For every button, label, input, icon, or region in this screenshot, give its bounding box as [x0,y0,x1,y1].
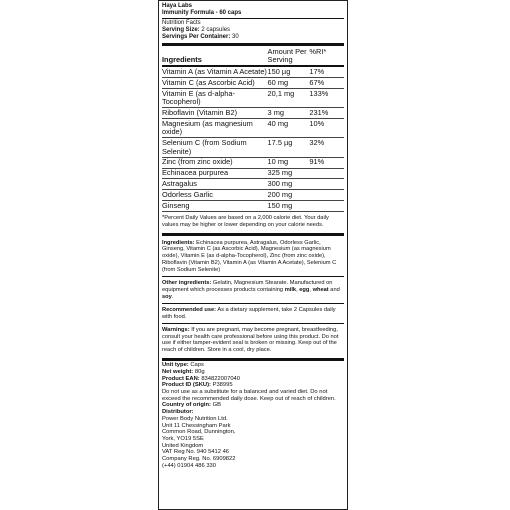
ingredients-label: Ingredients: [162,239,195,246]
distributor-line: United Kingdom [162,442,204,449]
footnote-rule [162,233,344,236]
unit-type-label: Unit type: [162,362,189,369]
allergen-egg: egg [299,287,310,293]
nutrient-row [162,179,344,190]
nutrient-ri: 10% [309,119,344,138]
allergen-and: and [330,287,340,293]
nutrient-amount: 325 mg [268,168,310,179]
distributor-line: Unit 11 Chessingham Park [162,422,231,429]
warnings-text: If you are pregnant, may become pregnant, breastfeeding, consult your health care professional before using this product. Do not use if either tamper-evident seal is broken or missing. Keep out of the reach of children. Store in a cool, dry place. [162,326,339,354]
product-ean [162,376,344,383]
nutrient-amount: 150 mg [268,200,310,211]
distributor-line: Power Body Nutrition Ltd. [162,415,228,422]
nutrient-name: Magnesium (as magnesium oxide) [162,119,268,138]
unit-type [162,362,344,369]
allergen-sep-1: , [296,287,298,293]
ingredients-section [162,237,344,277]
recommended-use-label: Recommended use: [162,306,217,313]
product-details [162,362,344,469]
allergen-soy: soy [162,293,172,300]
nutrition-table [162,47,344,212]
recommended-use-text: As a dietary supplement, take 2 Capsules daily with food. [162,306,336,320]
nutrient-name: Astragalus [162,179,268,190]
distributor-address [162,416,344,470]
other-ingredients-label: Other ingredients: [162,280,212,287]
supplement-facts-label [158,0,348,510]
nutrient-name: Zinc (from zinc oxide) [162,157,268,168]
nutrition-title: Nutrition Facts [162,20,201,26]
header-divider [162,18,344,19]
table-body [162,66,344,211]
label-header [162,3,344,41]
servings-value: 30 [232,34,239,40]
country-of-origin [162,402,344,409]
nutrient-amount: 150 µg [268,66,310,77]
distributor-line: (+44) 01904 486 330 [162,462,216,469]
nutrient-amount: 200 mg [268,190,310,201]
nutrient-ri: 67% [309,78,344,89]
unit-type-value: Caps [190,362,204,369]
sku-value: P38995 [212,382,233,389]
footnote: *Percent Daily Values are based on a 2,000 calorie diet. Your daily values may be higher or lower depending on your calorie needs. [162,214,329,228]
serving-size-value: 2 capsules [201,27,231,33]
nutrient-row [162,138,344,157]
nutrient-amount: 60 mg [268,78,310,89]
brand-name: Haya Labs [162,3,193,9]
nutrient-name: Vitamin A (as Vitamin A Acetate) [162,66,267,76]
col-ri: %RI* [309,47,344,66]
nutrient-ri [309,168,344,179]
nutrient-amount: 40 mg [268,119,310,138]
net-weight-label: Net weight: [162,368,194,375]
product-sku [162,382,344,389]
allergen-sep-2: , [309,287,311,293]
other-ingredients-text: Gelatin, Magnesium Stearate. Manufactured on equipment which processes products containing [162,280,333,293]
nutrient-ri [309,190,344,201]
table-header-row [162,47,344,66]
other-ingredients-section [162,276,344,303]
ean-label: Product EAN: [162,375,200,382]
nutrient-amount: 17.5 µg [268,138,310,157]
sku-label: Product ID (SKU): [162,382,211,389]
nutrient-ri [309,179,344,190]
nutrient-amount: 10 mg [268,157,310,168]
allergen-milk: milk [284,287,297,293]
warnings-section [162,323,344,357]
ean-value: 834822007040 [201,375,240,382]
nutrient-row [162,157,344,168]
serving-size [162,27,344,34]
nutrient-ri: 231% [309,108,344,119]
servings-per-container [162,34,344,41]
nutrient-name: Riboflavin (Vitamin B2) [162,108,268,119]
table-top-rule [162,43,344,46]
nutrient-name: Odorless Garlic [162,190,268,201]
recommended-use-section [162,303,344,323]
origin-label: Country of origin: [162,402,211,409]
allergen-end: . [171,293,174,300]
nutrient-ri: 91% [309,157,344,168]
nutrient-row [162,200,344,211]
nutrient-ri: 133% [309,88,344,107]
distributor-line: Company Reg. No. 6909822 [162,456,236,463]
nutrient-name: Selenium C (from Sodium Selenite) [162,138,268,157]
nutrient-row [162,66,344,77]
net-weight-value: 80g [194,368,205,375]
distributor-label: Distributor: [162,409,194,416]
serving-size-label: Serving Size: [162,27,200,33]
nutrient-row [162,108,344,119]
nutrient-row [162,88,344,107]
nutrient-name: Echinacea purpurea [162,168,268,179]
distributor-line: VAT Reg No. 940 5412 46 [162,449,230,456]
nutrient-ri: 17% [309,66,344,77]
nutrient-ri [309,200,344,211]
warnings-label: Warnings: [162,326,190,333]
nutrient-row [162,119,344,138]
nutrient-amount: 20,1 mg [268,88,310,107]
servings-label: Servings Per Container: [162,34,231,40]
dosage-disclaimer: Do not use as a substitute for a balanced and varied diet. Do not exceed the recommended daily dose. Keep out of reach of children. [162,389,336,402]
nutrient-row [162,168,344,179]
details-rule [162,358,344,361]
allergen-wheat: wheat [312,287,329,293]
nutrient-row [162,190,344,201]
nutrient-row [162,78,344,89]
distributor-line: York, YO19 5SE [162,435,204,442]
origin-value: GB [212,402,221,409]
nutrient-ri: 32% [309,138,344,157]
nutrient-amount: 3 mg [268,108,310,119]
product-name: Immunity Formula - 60 caps [162,10,242,16]
col-ingredients: Ingredients [162,47,268,66]
nutrient-name: Ginseng [162,200,268,211]
net-weight [162,369,344,376]
col-amount: Amount Per Serving [268,47,310,66]
ingredients-text: Echinacea purpurea, Astragalus, Odorless Garlic, Ginseng, Vitamin C (as Ascorbic Acid), Magnesium (as magnesium oxide), Vitamin E (as d-alpha-Tocopherol), Zinc (from zinc oxide), Riboflavin (Vitamin B2), Vitamin A (as Vitamin A Acetate), Selenium C (from Sodium Selenite) [162,239,337,274]
nutrient-amount: 300 mg [268,179,310,190]
distributor-line: Common Road, Dunnington, [162,429,236,436]
nutrient-name: Vitamin C (as Ascorbic Acid) [162,78,268,89]
nutrient-name: Vitamin E (as d-alpha-Tocopherol) [162,88,268,107]
